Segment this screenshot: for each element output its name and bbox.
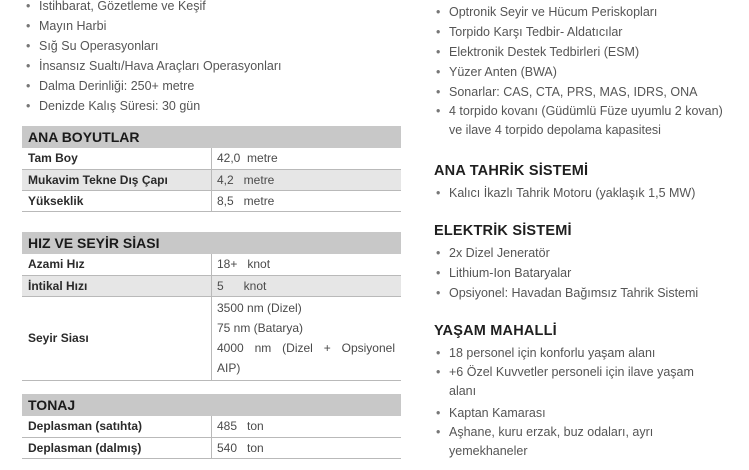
row-value: 5 knot — [212, 275, 402, 296]
row-label: İntikal Hızı — [22, 275, 212, 296]
electric-list — [434, 243, 734, 303]
row-label: Mukavim Tekne Dış Çapı — [22, 169, 212, 190]
list-item: • Aşhane, kuru erzak, buz odaları, ayrı yemekhaneler — [434, 423, 724, 461]
section-title-ana-boyutlar: ANA BOYUTLAR — [22, 126, 401, 148]
list-item: • Yüzer Anten (BWA) — [434, 62, 724, 82]
row-label: Deplasman (dalmış) — [22, 437, 212, 458]
tonnage-table — [22, 416, 401, 459]
row-value: 485 ton — [212, 416, 402, 437]
list-item: • 18 personel için konforlu yaşam alanı — [434, 343, 724, 363]
table-row — [22, 169, 401, 190]
row-value: 4,2 metre — [212, 169, 402, 190]
section-title-hiz-seyir: HIZ VE SEYİR SİASI — [22, 232, 401, 254]
list-item: • Mayın Harbi — [24, 16, 404, 36]
range-line: 75 nm (Batarya) — [217, 321, 304, 335]
section-title-tonaj: TONAJ — [22, 394, 401, 416]
list-item: • 4 torpido kovanı (Güdümlü Füze uyumlu 2 kovan) ve ilave 4 torpido depolama kapasitesi — [434, 102, 724, 140]
table-row — [22, 416, 401, 437]
section-title-ana-tahrik: ANA TAHRİK SİSTEMİ — [434, 163, 589, 179]
propulsion-list — [434, 183, 734, 203]
row-label: Yükseklik — [22, 190, 212, 211]
table-row — [22, 275, 401, 296]
list-item: • Sığ Su Operasyonları — [24, 36, 404, 56]
table-row — [22, 437, 401, 458]
list-item: • Dalma Derinliği: 250+ metre — [24, 76, 404, 96]
list-item: • Denizde Kalış Süresi: 30 gün — [24, 96, 404, 116]
row-value: 42,0 metre — [212, 148, 402, 169]
list-item: • 2x Dizel Jeneratör — [434, 243, 734, 263]
list-item: • Optronik Seyir ve Hücum Periskopları — [434, 2, 724, 22]
dimensions-table — [22, 148, 401, 212]
row-label: Deplasman (satıhta) — [22, 416, 212, 437]
table-row — [22, 190, 401, 211]
speed-range-table — [22, 254, 401, 381]
list-item: • Opsiyonel: Havadan Bağımsız Tahrik Sistemi — [434, 283, 734, 303]
list-item: • Kaptan Kamarası — [434, 403, 724, 423]
list-item: • +6 Özel Kuvvetler personeli için ilave yaşam alanı — [434, 363, 724, 401]
table-row — [22, 296, 401, 380]
row-value: 540 ton — [212, 437, 402, 458]
range-line: AIP) — [217, 361, 241, 375]
section-title-yasam: YAŞAM MAHALLİ — [434, 323, 557, 339]
list-item: • Elektronik Destek Tedbirleri (ESM) — [434, 42, 724, 62]
section-title-elektrik: ELEKTRİK SİSTEMİ — [434, 223, 572, 239]
list-item: • Sonarlar: CAS, CTA, PRS, MAS, IDRS, ONA — [434, 82, 724, 102]
range-line: 4000 nm (Dizel + Opsiyonel — [217, 341, 395, 355]
row-value: 18+ knot — [212, 254, 402, 275]
table-row — [22, 148, 401, 169]
equipment-list — [434, 2, 724, 142]
list-item: • İstihbarat, Gözetleme ve Keşif — [24, 0, 404, 16]
row-label: Seyir Siası — [22, 296, 212, 380]
list-item: • Torpido Karşı Tedbir- Aldatıcılar — [434, 22, 724, 42]
range-line: 3500 nm (Dizel) — [217, 301, 302, 315]
table-row — [22, 254, 401, 275]
list-item: • Kalıcı İkazlı Tahrik Motoru (yaklaşık 1,5 MW) — [434, 183, 734, 203]
row-label: Tam Boy — [22, 148, 212, 169]
row-value: 8,5 metre — [212, 190, 402, 211]
living-list — [434, 343, 724, 463]
list-item: • Lithium-Ion Bataryalar — [434, 263, 734, 283]
row-value-multiline — [212, 296, 402, 380]
row-label: Azami Hız — [22, 254, 212, 275]
list-item: • İnsansız Sualtı/Hava Araçları Operasyonları — [24, 56, 404, 76]
mission-list — [24, 0, 404, 116]
